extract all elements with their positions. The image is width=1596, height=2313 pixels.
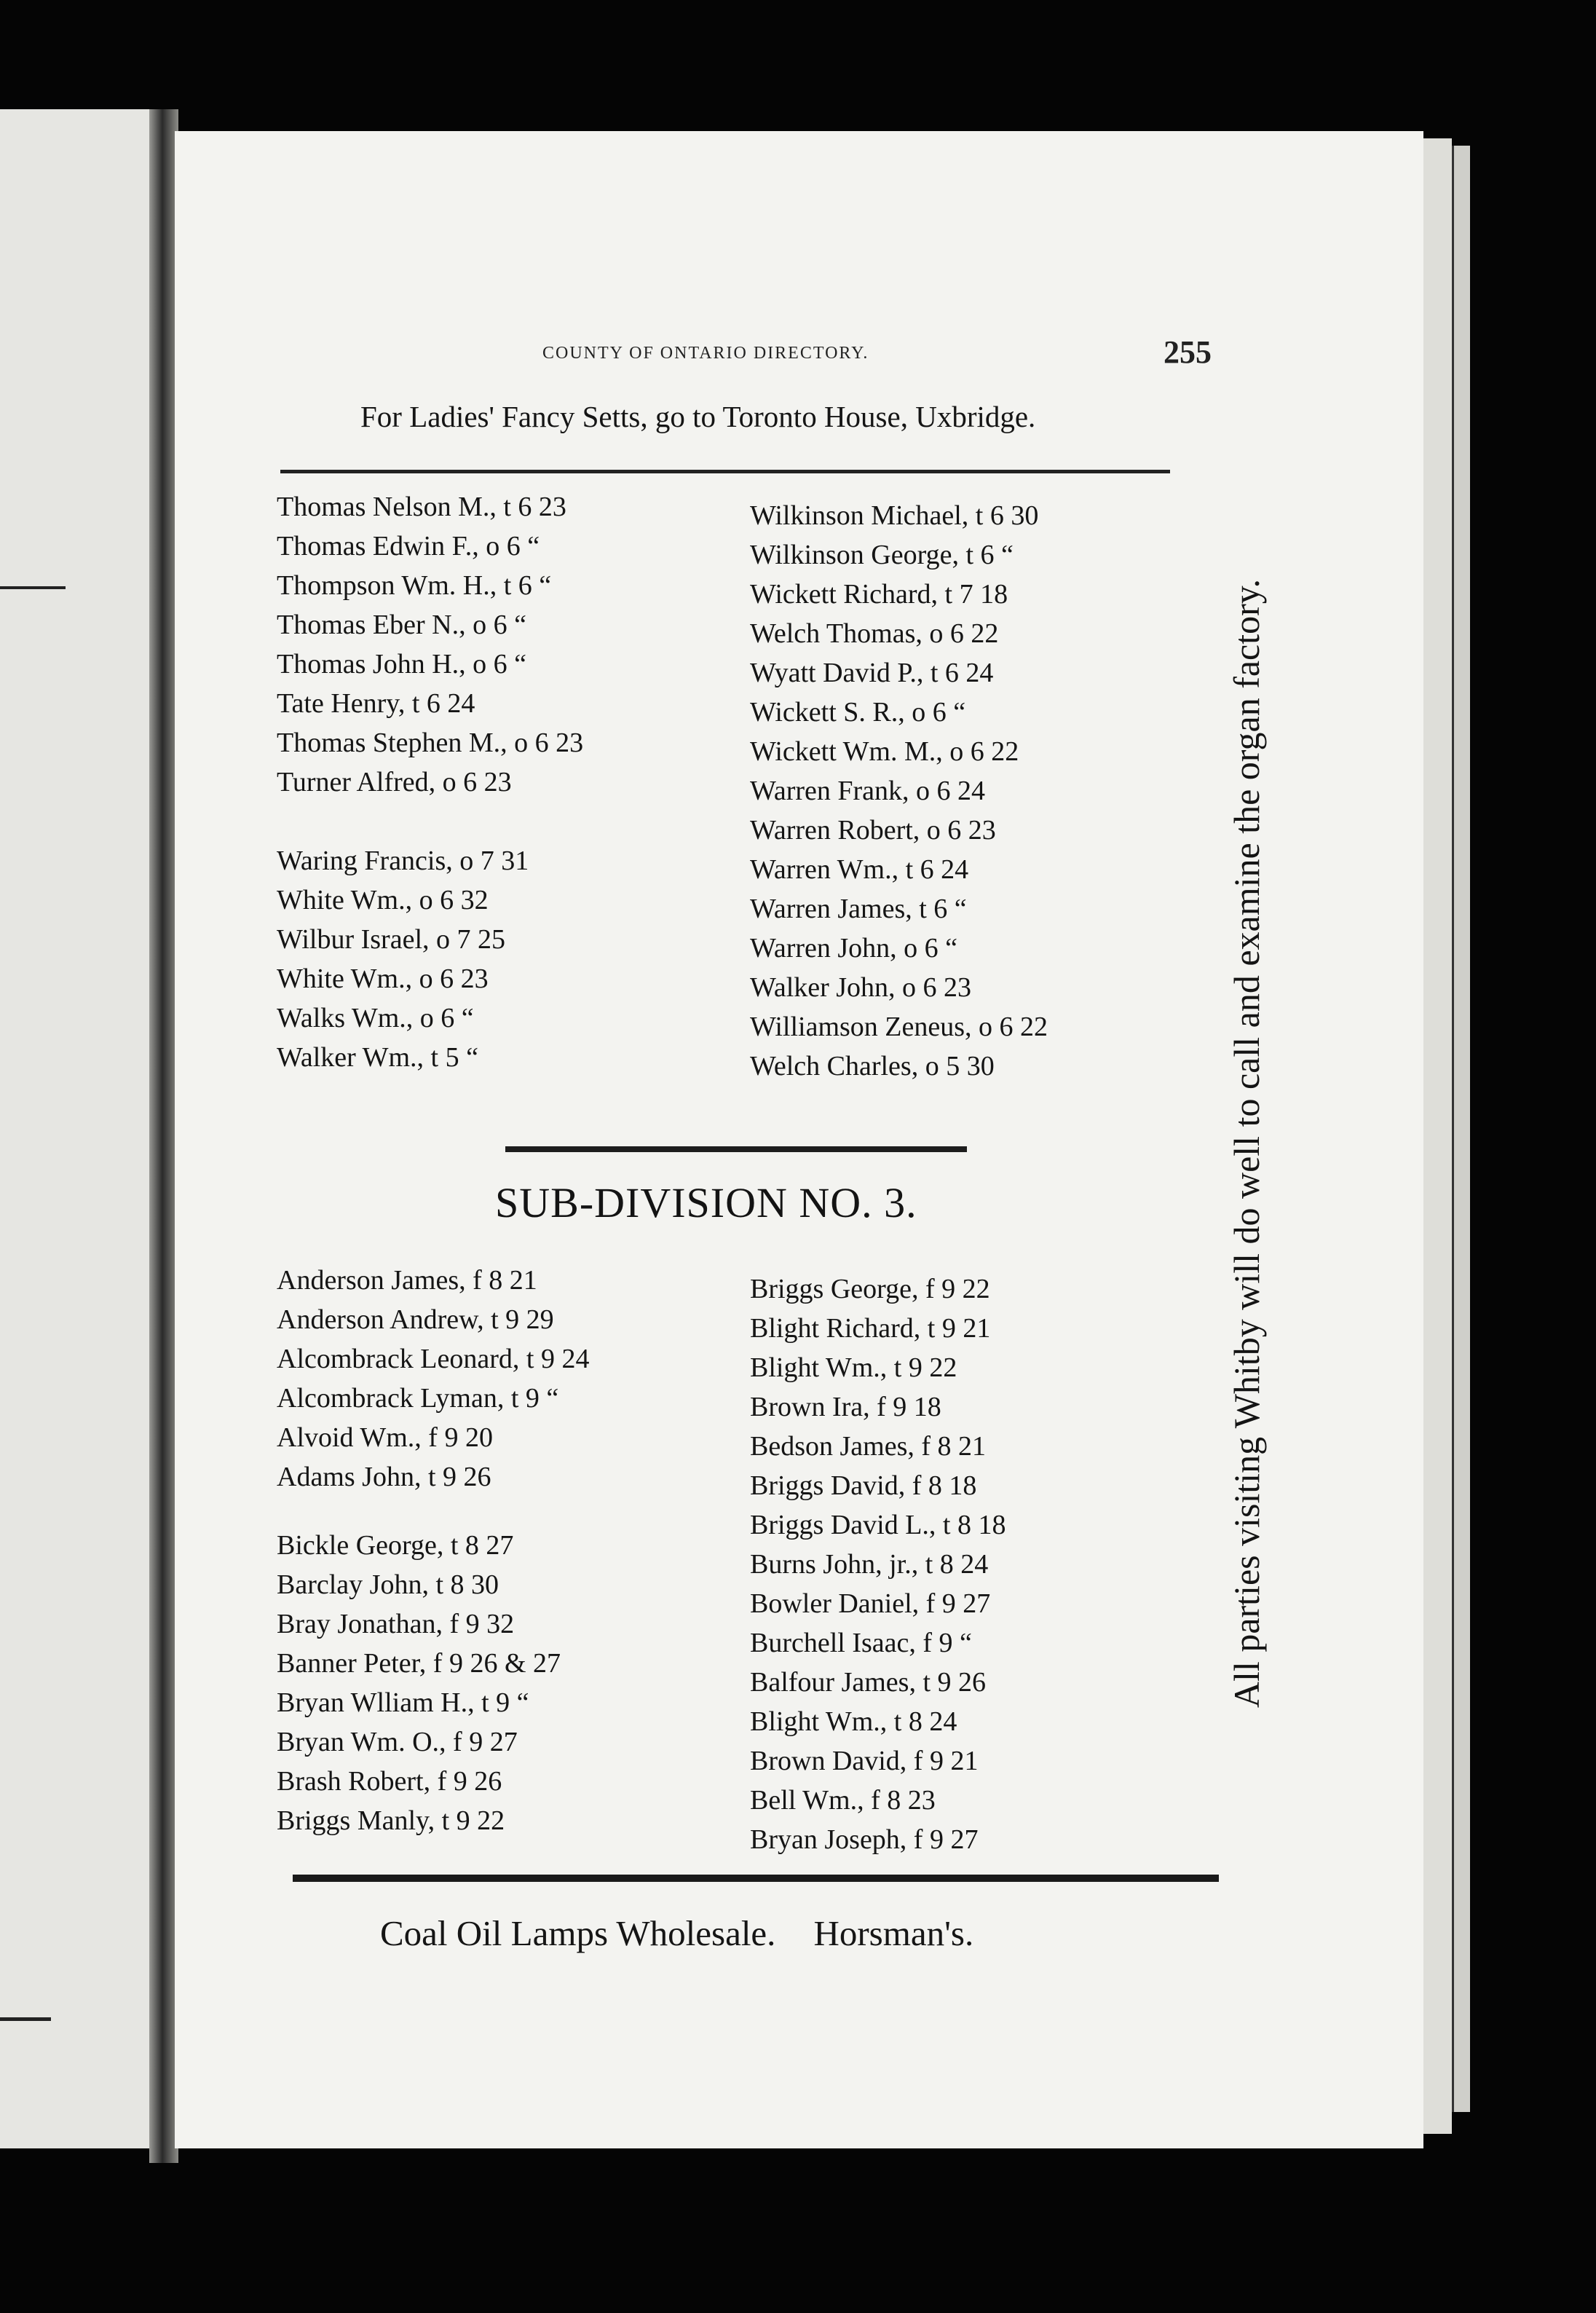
directory-entry: Waring Francis, o 7 31 bbox=[277, 846, 529, 876]
directory-entry: Blight Richard, t 9 21 bbox=[750, 1313, 991, 1344]
previous-page-edge bbox=[0, 109, 160, 2148]
directory-entry: Bowler Daniel, f 9 27 bbox=[750, 1588, 991, 1619]
directory-entry: Thomas Edwin F., o 6 “ bbox=[277, 531, 540, 561]
directory-entry: Balfour James, t 9 26 bbox=[750, 1667, 987, 1698]
directory-entry: Brown David, f 9 21 bbox=[750, 1746, 979, 1776]
directory-entry: Bedson James, f 8 21 bbox=[750, 1431, 987, 1462]
directory-entry: Thomas Stephen M., o 6 23 bbox=[277, 728, 584, 758]
previous-page-rule-bottom bbox=[0, 2017, 51, 2021]
directory-entry: Warren John, o 6 “ bbox=[750, 933, 958, 964]
directory-entry: Anderson James, f 8 21 bbox=[277, 1265, 537, 1296]
previous-page-rule bbox=[0, 586, 66, 589]
directory-entry: White Wm., o 6 32 bbox=[277, 885, 489, 915]
directory-entry: Anderson Andrew, t 9 29 bbox=[277, 1304, 554, 1335]
directory-entry: Bell Wm., f 8 23 bbox=[750, 1785, 936, 1816]
directory-entry: Welch Charles, o 5 30 bbox=[750, 1051, 995, 1081]
directory-entry: Williamson Zeneus, o 6 22 bbox=[750, 1012, 1048, 1042]
directory-entry: Wickett S. R., o 6 “ bbox=[750, 697, 966, 728]
side-advertisement: All parties visiting Whitby will do well to call and examine the organ factory. bbox=[1226, 578, 1267, 1709]
directory-entry: Tate Henry, t 6 24 bbox=[277, 688, 475, 719]
header-rule bbox=[280, 470, 1170, 473]
directory-entry: Briggs Manly, t 9 22 bbox=[277, 1805, 505, 1836]
directory-entry: Warren Wm., t 6 24 bbox=[750, 854, 969, 885]
directory-entry: Warren Frank, o 6 24 bbox=[750, 776, 986, 806]
directory-entry: Alcombrack Leonard, t 9 24 bbox=[277, 1344, 590, 1374]
directory-entry: Warren James, t 6 “ bbox=[750, 894, 967, 924]
bottom-advertisement bbox=[380, 1912, 973, 1954]
running-head: COUNTY OF ONTARIO DIRECTORY. bbox=[542, 344, 869, 363]
page-stack-edge bbox=[1420, 138, 1452, 2134]
book-gutter bbox=[149, 109, 178, 2163]
directory-entry: Alvoid Wm., f 9 20 bbox=[277, 1422, 493, 1453]
directory-entry: Briggs George, f 9 22 bbox=[750, 1274, 990, 1304]
directory-entry: Bryan Wm. O., f 9 27 bbox=[277, 1727, 518, 1757]
directory-entry: Warren Robert, o 6 23 bbox=[750, 815, 996, 846]
directory-entry: Blight Wm., t 9 22 bbox=[750, 1352, 957, 1383]
directory-entry: Adams John, t 9 26 bbox=[277, 1462, 491, 1492]
directory-entry: Brash Robert, f 9 26 bbox=[277, 1766, 502, 1797]
bottom-advertisement-right: Horsman's. bbox=[813, 1913, 974, 1953]
directory-entry: Thompson Wm. H., t 6 “ bbox=[277, 570, 552, 601]
directory-entry: Bray Jonathan, f 9 32 bbox=[277, 1609, 515, 1639]
bottom-advertisement-left: Coal Oil Lamps Wholesale. bbox=[380, 1913, 776, 1953]
directory-entry: Walker John, o 6 23 bbox=[750, 972, 972, 1003]
directory-entry: Briggs David, f 8 18 bbox=[750, 1470, 977, 1501]
section-rule bbox=[505, 1146, 967, 1152]
directory-entry: Thomas Eber N., o 6 “ bbox=[277, 610, 526, 640]
directory-entry: Walks Wm., o 6 “ bbox=[277, 1003, 474, 1033]
directory-entry: Wilbur Israel, o 7 25 bbox=[277, 924, 506, 955]
directory-entry: Bickle George, t 8 27 bbox=[277, 1530, 514, 1561]
directory-entry: Wickett Wm. M., o 6 22 bbox=[750, 736, 1019, 767]
directory-entry: Brown Ira, f 9 18 bbox=[750, 1392, 941, 1422]
directory-entry: Walker Wm., t 5 “ bbox=[277, 1042, 478, 1073]
section-heading: SUB-DIVISION NO. 3. bbox=[495, 1179, 917, 1226]
directory-entry: Banner Peter, f 9 26 & 27 bbox=[277, 1648, 561, 1679]
directory-entry: Thomas John H., o 6 “ bbox=[277, 649, 527, 679]
directory-entry: Wickett Richard, t 7 18 bbox=[750, 579, 1008, 610]
directory-entry: Bryan Wlliam H., t 9 “ bbox=[277, 1687, 529, 1718]
directory-entry: Turner Alfred, o 6 23 bbox=[277, 767, 512, 797]
directory-entry: Alcombrack Lyman, t 9 “ bbox=[277, 1383, 559, 1414]
page-number: 255 bbox=[1164, 334, 1212, 370]
directory-entry: Barclay John, t 8 30 bbox=[277, 1569, 499, 1600]
directory-entry: White Wm., o 6 23 bbox=[277, 964, 489, 994]
footer-rule bbox=[293, 1875, 1219, 1882]
directory-entry: Burns John, jr., t 8 24 bbox=[750, 1549, 989, 1580]
top-advertisement: For Ladies' Fancy Setts, go to Toronto House, Uxbridge. bbox=[360, 400, 1036, 433]
page-stack-edge-outer bbox=[1452, 146, 1470, 2112]
directory-entry: Burchell Isaac, f 9 “ bbox=[750, 1628, 972, 1658]
directory-entry: Blight Wm., t 8 24 bbox=[750, 1706, 957, 1737]
directory-entry: Wilkinson George, t 6 “ bbox=[750, 540, 1014, 570]
directory-entry: Thomas Nelson M., t 6 23 bbox=[277, 492, 566, 522]
directory-entry: Bryan Joseph, f 9 27 bbox=[750, 1824, 979, 1855]
directory-entry: Briggs David L., t 8 18 bbox=[750, 1510, 1006, 1540]
directory-entry: Wyatt David P., t 6 24 bbox=[750, 658, 994, 688]
directory-entry: Wilkinson Michael, t 6 30 bbox=[750, 500, 1039, 531]
directory-entry: Welch Thomas, o 6 22 bbox=[750, 618, 999, 649]
